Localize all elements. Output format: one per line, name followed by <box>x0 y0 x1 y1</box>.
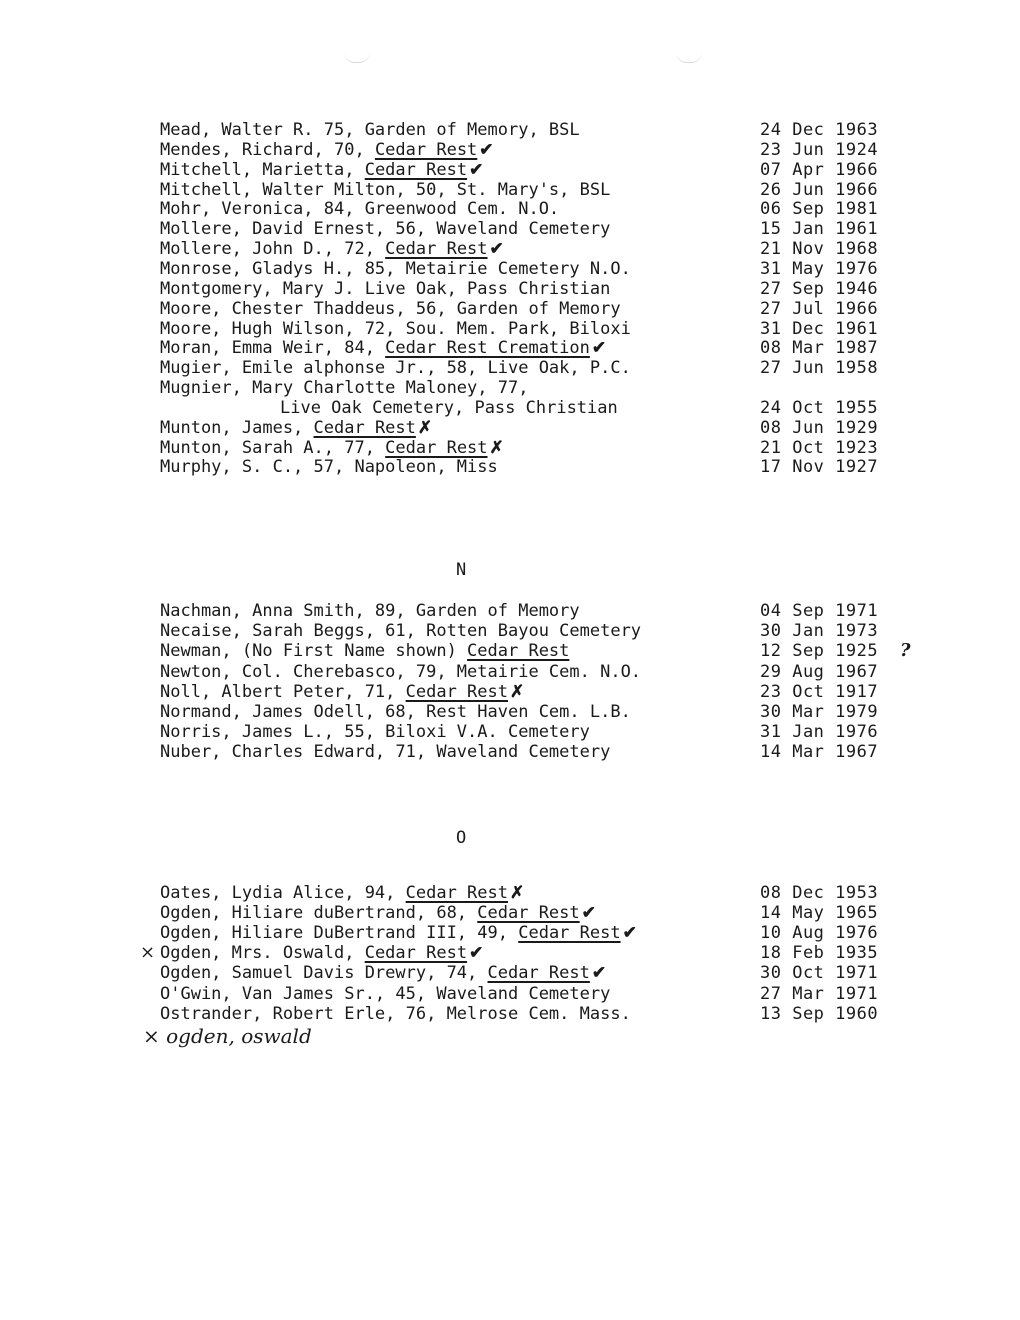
entry-name: Murphy, S. C., 57, Napoleon, Miss <box>160 457 498 478</box>
cemetery-underlined: Cedar Rest <box>405 883 508 903</box>
margin-x-mark: × <box>140 942 156 964</box>
entry-name: Nuber, Charles Edward, 71, Waveland Cemetery <box>160 742 611 763</box>
entry-text <box>160 180 610 200</box>
list-item <box>0 438 1020 458</box>
burial-date: 14 Mar 1967 <box>760 742 879 763</box>
entry-name: Montgomery, Mary J. Live Oak, Pass Christian <box>160 278 611 299</box>
cemetery-underlined: Cedar Rest <box>487 963 590 984</box>
list-item <box>0 682 1020 702</box>
entry-name: Mendes, Richard, 70, <box>160 139 375 160</box>
burial-date: 21 Nov 1968 <box>760 239 879 260</box>
handwritten-mark: ✔ <box>581 903 596 924</box>
burial-date: 08 Jun 1929 <box>760 417 879 438</box>
entry-text <box>160 722 590 742</box>
entry-text <box>160 338 606 358</box>
entry-text <box>160 199 559 219</box>
cemetery-underlined: Cedar Rest <box>467 641 570 662</box>
list-item <box>0 722 1020 742</box>
list-item <box>0 641 1020 661</box>
entry-text <box>160 883 524 903</box>
burial-date: 21 Oct 1923 <box>760 437 879 458</box>
list-item <box>0 120 1020 140</box>
entry-name: Munton, Sarah A., 77, <box>160 437 386 458</box>
cemetery-underlined: Cedar Rest <box>313 417 416 438</box>
burial-date: 18 Feb 1935 <box>760 943 879 964</box>
entry-name: Newman, (No First Name shown) <box>160 641 468 662</box>
cemetery-underlined: Cedar Rest <box>385 239 488 260</box>
burial-date: 27 Sep 1946 <box>760 278 879 299</box>
entry-name: Noll, Albert Peter, 71, <box>160 681 406 702</box>
cemetery-underlined: Cedar Rest <box>385 437 488 458</box>
burial-date: 30 Oct 1971 <box>760 963 879 984</box>
handwritten-mark: ✗ <box>417 417 433 438</box>
margin-question-mark: ? <box>900 640 911 662</box>
cemetery-underlined: Cedar Rest <box>364 943 468 964</box>
list-item <box>0 299 1020 319</box>
entry-name: Mugnier, Mary Charlotte Maloney, 77, <box>160 378 529 399</box>
entry-name: Mollere, John D., 72, <box>160 239 386 260</box>
list-item <box>0 1004 1020 1024</box>
burial-date: 31 Jan 1976 <box>760 722 879 743</box>
burial-date: 31 May 1976 <box>760 258 879 279</box>
entry-name: Mead, Walter R. 75, Garden of Memory, BSL <box>160 120 580 140</box>
burial-date: 31 Dec 1961 <box>760 318 879 339</box>
entry-text <box>160 742 610 762</box>
section-heading-n: N <box>456 560 467 580</box>
burial-date: 30 Jan 1973 <box>760 621 879 642</box>
entry-text <box>160 662 641 682</box>
section-heading-o: O <box>456 828 467 848</box>
burial-date: 14 May 1965 <box>760 903 879 924</box>
burial-date: 27 Jul 1966 <box>760 298 879 319</box>
entry-text <box>280 398 618 418</box>
entry-text <box>160 358 631 378</box>
entry-text <box>160 943 483 963</box>
entry-name: Nachman, Anna Smith, 89, Garden of Memory <box>160 601 580 621</box>
entry-name: Moore, Chester Thaddeus, 56, Garden of Memory <box>160 298 621 319</box>
list-item <box>0 601 1020 621</box>
entry-text <box>160 457 498 477</box>
burial-date: 24 Oct 1955 <box>760 397 879 418</box>
handwritten-mark: ✔ <box>591 963 607 984</box>
burial-date: 27 Mar 1971 <box>760 983 879 1004</box>
entry-text <box>160 319 631 339</box>
list-item <box>0 279 1020 299</box>
list-item <box>0 621 1020 641</box>
entry-name: Munton, James, <box>160 417 314 438</box>
burial-date: 08 Mar 1987 <box>760 338 879 359</box>
list-item <box>0 923 1020 943</box>
cemetery-underlined: Cedar Rest <box>405 681 508 702</box>
list-item <box>0 319 1020 339</box>
list-item <box>0 259 1020 279</box>
handwritten-mark: ✗ <box>510 681 525 702</box>
cemetery-underlined: Cedar Rest <box>518 923 621 944</box>
entry-name: Normand, James Odell, 68, Rest Haven Cem. L.B. <box>160 702 631 722</box>
entry-name: Moran, Emma Weir, 84, <box>160 338 386 359</box>
list-item <box>0 963 1020 983</box>
entry-text <box>160 120 580 140</box>
entry-name: Mollere, David Ernest, 56, Waveland Cemetery <box>160 219 611 240</box>
entry-name: Ogden, Samuel Davis Drewry, 74, <box>160 963 488 984</box>
burial-date: 06 Sep 1981 <box>760 199 879 220</box>
handwritten-mark: ✗ <box>489 437 504 458</box>
entry-name: Ostrander, Robert Erle, 76, Melrose Cem. Mass. <box>160 1003 631 1024</box>
list-item <box>0 160 1020 180</box>
handwritten-mark: ✗ <box>510 883 525 903</box>
entry-text <box>160 702 631 722</box>
burial-date: 07 Apr 1966 <box>760 159 879 180</box>
entry-name: Mohr, Veronica, 84, Greenwood Cem. N.O. <box>160 199 560 220</box>
entry-name: Newton, Col. Cherebasco, 79, Metairie Cem. N.O. <box>160 661 642 682</box>
burial-date: 10 Aug 1976 <box>760 923 879 944</box>
entry-text <box>160 259 631 279</box>
list-item <box>0 219 1020 239</box>
punch-hole-right <box>676 52 702 63</box>
cemetery-underlined: Cedar Rest <box>364 159 468 180</box>
entry-text <box>160 1004 631 1024</box>
burial-date: 27 Jun 1958 <box>760 358 879 379</box>
handwritten-mark: ✔ <box>489 239 504 260</box>
entry-name: Moore, Hugh Wilson, 72, Sou. Mem. Park, Biloxi <box>160 318 631 339</box>
burial-date: 13 Sep 1960 <box>760 1003 879 1024</box>
entry-name: Monrose, Gladys H., 85, Metairie Cemetery N.O. <box>160 258 631 279</box>
entry-text <box>160 140 494 160</box>
entry-text <box>160 438 504 458</box>
entry-text <box>160 239 504 259</box>
list-item <box>0 742 1020 762</box>
entry-name: Norris, James L., 55, Biloxi V.A. Cemetery <box>160 722 590 743</box>
entry-text <box>160 923 637 943</box>
entry-name: Mitchell, Walter Milton, 50, St. Mary's, BSL <box>160 179 611 200</box>
punch-hole-left <box>344 52 370 63</box>
burial-date: 29 Aug 1967 <box>760 661 879 682</box>
entry-name: Live Oak Cemetery, Pass Christian <box>280 397 618 418</box>
entry-name: Ogden, Mrs. Oswald, <box>160 943 365 964</box>
list-item <box>0 140 1020 160</box>
burial-date: 24 Dec 1963 <box>760 120 879 140</box>
entry-text <box>160 963 606 983</box>
burial-date: 08 Dec 1953 <box>760 883 879 903</box>
burial-date: 17 Nov 1927 <box>760 457 879 478</box>
list-item <box>0 662 1020 682</box>
handwritten-mark: ✔ <box>469 943 484 964</box>
burial-date: 26 Jun 1966 <box>760 179 879 200</box>
burial-date: 23 Jun 1924 <box>760 139 879 160</box>
entry-name: Mitchell, Marietta, <box>160 159 365 180</box>
list-item <box>0 943 1020 963</box>
entry-text <box>160 378 528 398</box>
handwritten-note: × ogden, oswald <box>143 1024 312 1048</box>
list-item <box>0 398 1020 418</box>
list-item <box>0 358 1020 378</box>
entry-name: Necaise, Sarah Beggs, 61, Rotten Bayou Cemetery <box>160 621 642 642</box>
list-item <box>0 457 1020 477</box>
entry-text <box>160 621 641 641</box>
list-item <box>0 180 1020 200</box>
list-item <box>0 338 1020 358</box>
entry-text <box>160 160 483 180</box>
cemetery-underlined: Cedar Rest <box>374 139 478 160</box>
list-item <box>0 418 1020 438</box>
list-item <box>0 239 1020 259</box>
burial-date: 04 Sep 1971 <box>760 601 879 621</box>
entry-text <box>160 219 610 239</box>
burial-date: 12 Sep 1925 <box>760 641 879 662</box>
entry-name: Ogden, Hiliare DuBertrand III, 49, <box>160 923 519 944</box>
entry-text <box>160 601 580 621</box>
list-item <box>0 883 1020 903</box>
list-item <box>0 702 1020 722</box>
entry-text <box>160 903 596 923</box>
cemetery-underlined: Cedar Rest Cremation <box>385 338 590 359</box>
handwritten-mark: ✔ <box>479 139 494 160</box>
burial-date: 23 Oct 1917 <box>760 681 879 702</box>
burial-date: 30 Mar 1979 <box>760 702 879 722</box>
cemetery-underlined: Cedar Rest <box>477 903 580 924</box>
list-item <box>0 199 1020 219</box>
entry-text <box>160 299 621 319</box>
handwritten-mark: ✔ <box>469 159 484 180</box>
list-item <box>0 378 1020 398</box>
entry-text <box>160 682 524 702</box>
burial-date: 15 Jan 1961 <box>760 219 879 240</box>
entry-name: Ogden, Hiliare duBertrand, 68, <box>160 903 478 924</box>
entry-text <box>160 641 569 661</box>
entry-name: Oates, Lydia Alice, 94, <box>160 883 406 903</box>
entry-text <box>160 418 432 438</box>
list-item <box>0 984 1020 1004</box>
entry-text <box>160 984 610 1004</box>
entry-text <box>160 279 610 299</box>
handwritten-mark: ✔ <box>622 923 637 944</box>
entry-name: Mugier, Emile alphonse Jr., 58, Live Oak, P.C. <box>160 358 631 379</box>
entry-name: O'Gwin, Van James Sr., 45, Waveland Cemetery <box>160 983 611 1004</box>
list-item <box>0 903 1020 923</box>
handwritten-mark: ✔ <box>591 338 607 359</box>
